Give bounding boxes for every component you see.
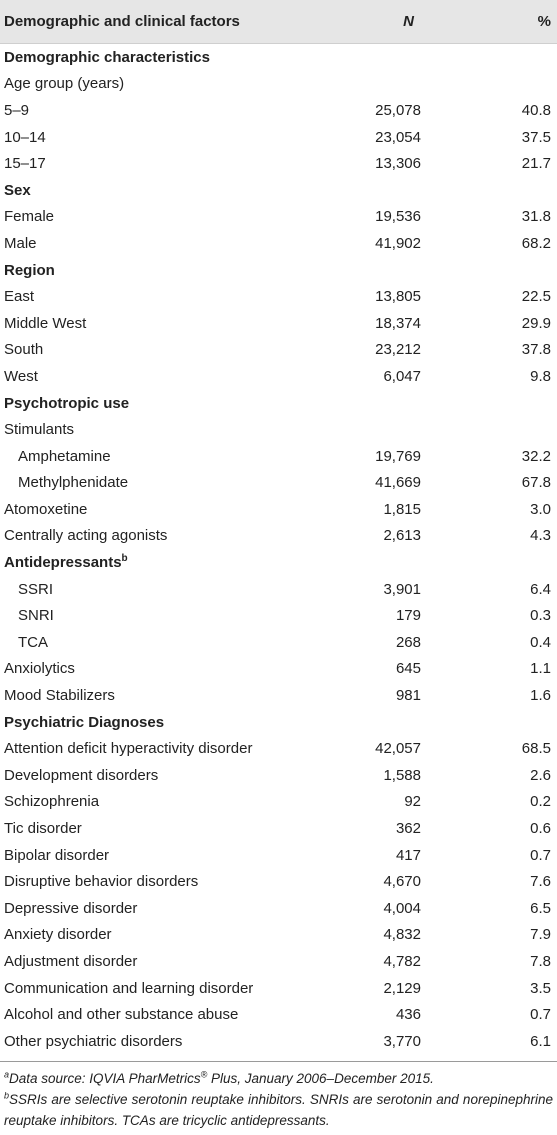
row-percent-value: 1.6 <box>530 687 551 705</box>
header-percent: % <box>537 13 551 30</box>
row-label-text: Amphetamine <box>18 447 111 465</box>
row-label <box>0 288 331 305</box>
row-label-text: SNRI <box>18 607 54 625</box>
row-label <box>0 102 331 119</box>
row-label <box>0 900 331 917</box>
table-row <box>0 416 557 443</box>
row-label-text: Psychiatric Diagnoses <box>4 713 165 731</box>
row-percent-value: 29.9 <box>521 314 551 332</box>
row-percent-value: 3.0 <box>530 500 551 518</box>
row-label <box>0 740 331 757</box>
row-percent-value: 22.5 <box>521 288 551 306</box>
row-percent-value: 7.9 <box>530 926 551 944</box>
row-label <box>0 634 331 651</box>
table-row <box>0 523 557 550</box>
row-label <box>0 926 331 943</box>
table-row <box>0 204 557 231</box>
row-label-text: Methylphenidate <box>18 474 129 492</box>
row-label-text: Mood Stabilizers <box>4 687 115 705</box>
row-label-text: Other psychiatric disorders <box>4 1032 183 1050</box>
row-n-value: 4,670 <box>383 873 421 891</box>
row-percent-value: 32.2 <box>521 447 551 465</box>
row-n-value: 23,054 <box>375 128 421 146</box>
table-row <box>0 150 557 177</box>
row-label <box>0 714 331 731</box>
row-n-value: 981 <box>395 687 421 705</box>
row-percent-value: 7.8 <box>530 952 551 970</box>
row-percent-value: 3.5 <box>530 979 551 997</box>
row-n-value: 42,057 <box>375 740 421 758</box>
table-row <box>0 975 557 1002</box>
footnote-a-reg: ® <box>200 1069 208 1080</box>
row-percent-value: 68.2 <box>521 234 551 252</box>
row-percent-value: 37.8 <box>521 341 551 359</box>
row-label-text: Region <box>4 261 55 279</box>
table-row <box>0 868 557 895</box>
row-label <box>0 208 331 225</box>
section-row <box>0 390 557 417</box>
row-percent-value: 7.6 <box>530 873 551 891</box>
table-row <box>0 948 557 975</box>
row-label <box>0 155 331 172</box>
footnote-marker: b <box>121 553 128 565</box>
row-percent-value: 0.7 <box>530 1006 551 1024</box>
row-label-text: East <box>4 288 35 306</box>
row-n-value: 1,588 <box>383 766 421 784</box>
section-row <box>0 709 557 736</box>
row-label-text: Psychotropic use <box>4 394 130 412</box>
row-label <box>0 1006 331 1023</box>
row-percent-value: 37.5 <box>521 128 551 146</box>
row-n-value: 179 <box>395 607 421 625</box>
row-n-value: 23,212 <box>375 341 421 359</box>
row-percent-value: 0.2 <box>530 793 551 811</box>
row-n-value: 417 <box>395 846 421 864</box>
row-label-text: Disruptive behavior disorders <box>4 873 199 891</box>
row-label-text: Adjustment disorder <box>4 952 138 970</box>
row-label <box>0 315 331 332</box>
table-row <box>0 496 557 523</box>
table-row <box>0 602 557 629</box>
row-percent-value: 40.8 <box>521 101 551 119</box>
row-percent-value: 1.1 <box>530 660 551 678</box>
table-row <box>0 576 557 603</box>
row-label <box>0 1033 331 1050</box>
row-label <box>0 820 331 837</box>
section-row <box>0 44 557 71</box>
row-percent-value: 67.8 <box>521 474 551 492</box>
row-label <box>0 129 331 146</box>
row-label <box>0 581 331 598</box>
table-row <box>0 789 557 816</box>
row-label <box>0 953 331 970</box>
row-label-text: Middle West <box>4 314 87 332</box>
row-label <box>0 75 331 92</box>
row-percent-value: 2.6 <box>530 766 551 784</box>
row-n-value: 2,613 <box>383 527 421 545</box>
row-percent-value: 0.4 <box>530 633 551 651</box>
row-label-text: West <box>4 367 38 385</box>
table-row <box>0 762 557 789</box>
footnote-a-text: Data source: IQVIA PharMetrics <box>9 1070 201 1086</box>
row-n-value: 362 <box>395 820 421 838</box>
row-label <box>0 554 331 571</box>
table-row <box>0 71 557 98</box>
row-n-value: 13,805 <box>375 288 421 306</box>
row-label-text: Bipolar disorder <box>4 846 110 864</box>
row-n-value: 18,374 <box>375 314 421 332</box>
row-n-value: 4,832 <box>383 926 421 944</box>
row-label <box>0 262 331 279</box>
row-n-value: 92 <box>404 793 421 811</box>
row-label-text: Attention deficit hyperactivity disorder <box>4 740 253 758</box>
row-percent-value: 6.4 <box>530 580 551 598</box>
row-label-text: Sex <box>4 181 31 199</box>
table-row <box>0 230 557 257</box>
row-label-text: Female <box>4 208 55 226</box>
row-label-text: Demographic characteristics <box>4 48 210 66</box>
table-body <box>0 44 557 1055</box>
table-row <box>0 895 557 922</box>
row-label <box>0 341 331 358</box>
row-label <box>0 368 331 385</box>
row-label <box>0 607 331 624</box>
row-label-text: Centrally acting agonists <box>4 527 168 545</box>
footnote-b <box>4 1089 553 1131</box>
header-n: N <box>403 13 414 30</box>
row-n-value: 4,782 <box>383 952 421 970</box>
row-n-value: 25,078 <box>375 101 421 119</box>
row-n-value: 1,815 <box>383 500 421 518</box>
row-label <box>0 49 331 66</box>
row-label-text: Age group (years) <box>4 75 125 93</box>
row-n-value: 41,669 <box>375 474 421 492</box>
table-row <box>0 337 557 364</box>
row-percent-value: 68.5 <box>521 740 551 758</box>
row-label <box>0 474 331 491</box>
row-percent-value: 0.3 <box>530 607 551 625</box>
table-footnotes <box>0 1062 557 1131</box>
footnote-b-text: SSRIs are selective serotonin reuptake inhibitors. SNRIs are serotonin and norepinephrine reuptake inhibitors. TCAs are tricyclic antidepressants. <box>4 1091 553 1128</box>
table-row <box>0 443 557 470</box>
row-label-text: 10–14 <box>4 128 46 146</box>
row-label <box>0 527 331 544</box>
row-label <box>0 793 331 810</box>
row-label-text: South <box>4 341 44 359</box>
row-n-value: 436 <box>395 1006 421 1024</box>
row-label-text: 5–9 <box>4 101 30 119</box>
row-label <box>0 660 331 677</box>
row-label-text: Communication and learning disorder <box>4 979 254 997</box>
row-label-text: TCA <box>18 633 48 651</box>
row-n-value: 19,536 <box>375 208 421 226</box>
row-percent-value: 4.3 <box>530 527 551 545</box>
table-row <box>0 283 557 310</box>
row-percent-value: 0.6 <box>530 820 551 838</box>
row-percent-value: 0.7 <box>530 846 551 864</box>
row-label <box>0 421 331 438</box>
table-row <box>0 363 557 390</box>
row-label-text: SSRI <box>18 580 54 598</box>
table-row <box>0 815 557 842</box>
section-row <box>0 257 557 284</box>
row-label-text: Stimulants <box>4 421 75 439</box>
row-label-text: Depressive disorder <box>4 899 138 917</box>
row-label-text: Male <box>4 234 37 252</box>
row-n-value: 13,306 <box>375 155 421 173</box>
row-percent-value: 6.1 <box>530 1032 551 1050</box>
table-row <box>0 922 557 949</box>
row-label-text: Tic disorder <box>4 820 82 838</box>
row-label <box>0 501 331 518</box>
footnote-b-mark: b <box>4 1090 10 1101</box>
row-label-text: Anxiolytics <box>4 660 75 678</box>
row-label-text: Development disorders <box>4 766 159 784</box>
row-label <box>0 847 331 864</box>
row-n-value: 19,769 <box>375 447 421 465</box>
row-n-value: 3,901 <box>383 580 421 598</box>
row-label-text: Atomoxetine <box>4 500 88 518</box>
row-n-value: 268 <box>395 633 421 651</box>
row-n-value: 4,004 <box>383 899 421 917</box>
row-label <box>0 980 331 997</box>
row-n-value: 2,129 <box>383 979 421 997</box>
row-label <box>0 687 331 704</box>
row-label-text: Anxiety disorder <box>4 926 112 944</box>
row-percent-value: 9.8 <box>530 367 551 385</box>
footnote-a-text2: Plus, January 2006–December 2015. <box>207 1070 434 1086</box>
table-row <box>0 629 557 656</box>
row-label-text: Alcohol and other substance abuse <box>4 1006 239 1024</box>
table-row <box>0 310 557 337</box>
row-label-text: Schizophrenia <box>4 793 100 811</box>
row-n-value: 3,770 <box>383 1032 421 1050</box>
row-n-value: 41,902 <box>375 234 421 252</box>
footnote-a-mark: a <box>4 1069 10 1080</box>
row-label <box>0 873 331 890</box>
table-row <box>0 842 557 869</box>
row-label <box>0 182 331 199</box>
row-percent-value: 21.7 <box>521 155 551 173</box>
table-header <box>0 0 557 44</box>
row-label-text: 15–17 <box>4 155 46 173</box>
section-row <box>0 177 557 204</box>
table-row <box>0 682 557 709</box>
row-label <box>0 235 331 252</box>
row-n-value: 6,047 <box>383 367 421 385</box>
row-label <box>0 395 331 412</box>
section-row <box>0 549 557 576</box>
row-label-text: Antidepressants <box>4 554 122 572</box>
table-row <box>0 470 557 497</box>
table-row <box>0 124 557 151</box>
row-n-value: 645 <box>395 660 421 678</box>
table-row <box>0 1001 557 1028</box>
table-row <box>0 97 557 124</box>
table-row <box>0 735 557 762</box>
row-percent-value: 31.8 <box>521 208 551 226</box>
row-label <box>0 767 331 784</box>
row-label <box>0 448 331 465</box>
row-percent-value: 6.5 <box>530 899 551 917</box>
table-row <box>0 1028 557 1055</box>
footnote-a <box>4 1068 553 1089</box>
header-factors: Demographic and clinical factors <box>4 13 240 30</box>
table-row <box>0 656 557 683</box>
